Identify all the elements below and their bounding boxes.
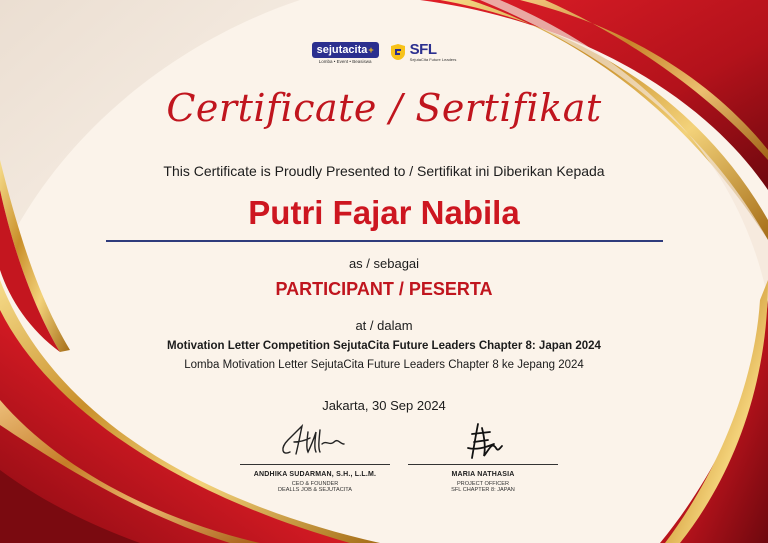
signature-line — [240, 464, 390, 465]
issue-date: Jakarta, 30 Sep 2024 — [322, 398, 446, 413]
sfl-logo — [389, 42, 457, 62]
presented-to-text: This Certificate is Proudly Presented to / Sertifikat ini Diberikan Kepada — [163, 163, 605, 179]
sejutacita-logo — [312, 42, 379, 64]
sfl-emblem-icon — [389, 43, 407, 61]
signature-image — [260, 418, 370, 464]
sfl-tagline: SejutaCita Future Leaders — [409, 57, 457, 62]
signature-block-ceo — [230, 418, 400, 493]
certificate-title: Certificate / Sertifikat — [166, 86, 602, 130]
sejutacita-tagline: Lomba • Event • Beasiswa — [318, 59, 372, 64]
signatory-name: ANDHIKA SUDARMAN, S.H., L.L.M. — [253, 471, 377, 478]
signatory-name: MARIA NATHASIA — [451, 471, 515, 478]
participant-role: PARTICIPANT / PESERTA — [275, 279, 493, 299]
at-text: at / dalam — [355, 318, 413, 333]
logo-bar — [0, 42, 768, 64]
as-text: as / sebagai — [348, 256, 420, 271]
signatory-title: PROJECT OFFICER — [456, 481, 510, 487]
name-underline — [106, 240, 663, 242]
event-name-english: Motivation Letter Competition SejutaCita Future Leaders Chapter 8: Japan 2024 — [167, 340, 601, 352]
event-name-indonesian: Lomba Motivation Letter SejutaCita Future Leaders Chapter 8 ke Jepang 2024 — [184, 359, 584, 371]
signature-image — [428, 418, 538, 464]
signatory-title: CEO & FOUNDER — [291, 481, 339, 487]
signatory-organization: DEALLS JOB & SEJUTACITA — [277, 487, 353, 493]
recipient-name: Putri Fajar Nabila — [248, 194, 520, 231]
signatory-organization: SFL CHAPTER 8: JAPAN — [451, 487, 515, 493]
signature-block-officer — [398, 418, 568, 493]
sfl-wordmark: SFL — [409, 41, 437, 58]
signature-line — [408, 464, 558, 465]
sejutacita-wordmark: sejutacita+ — [312, 42, 379, 58]
